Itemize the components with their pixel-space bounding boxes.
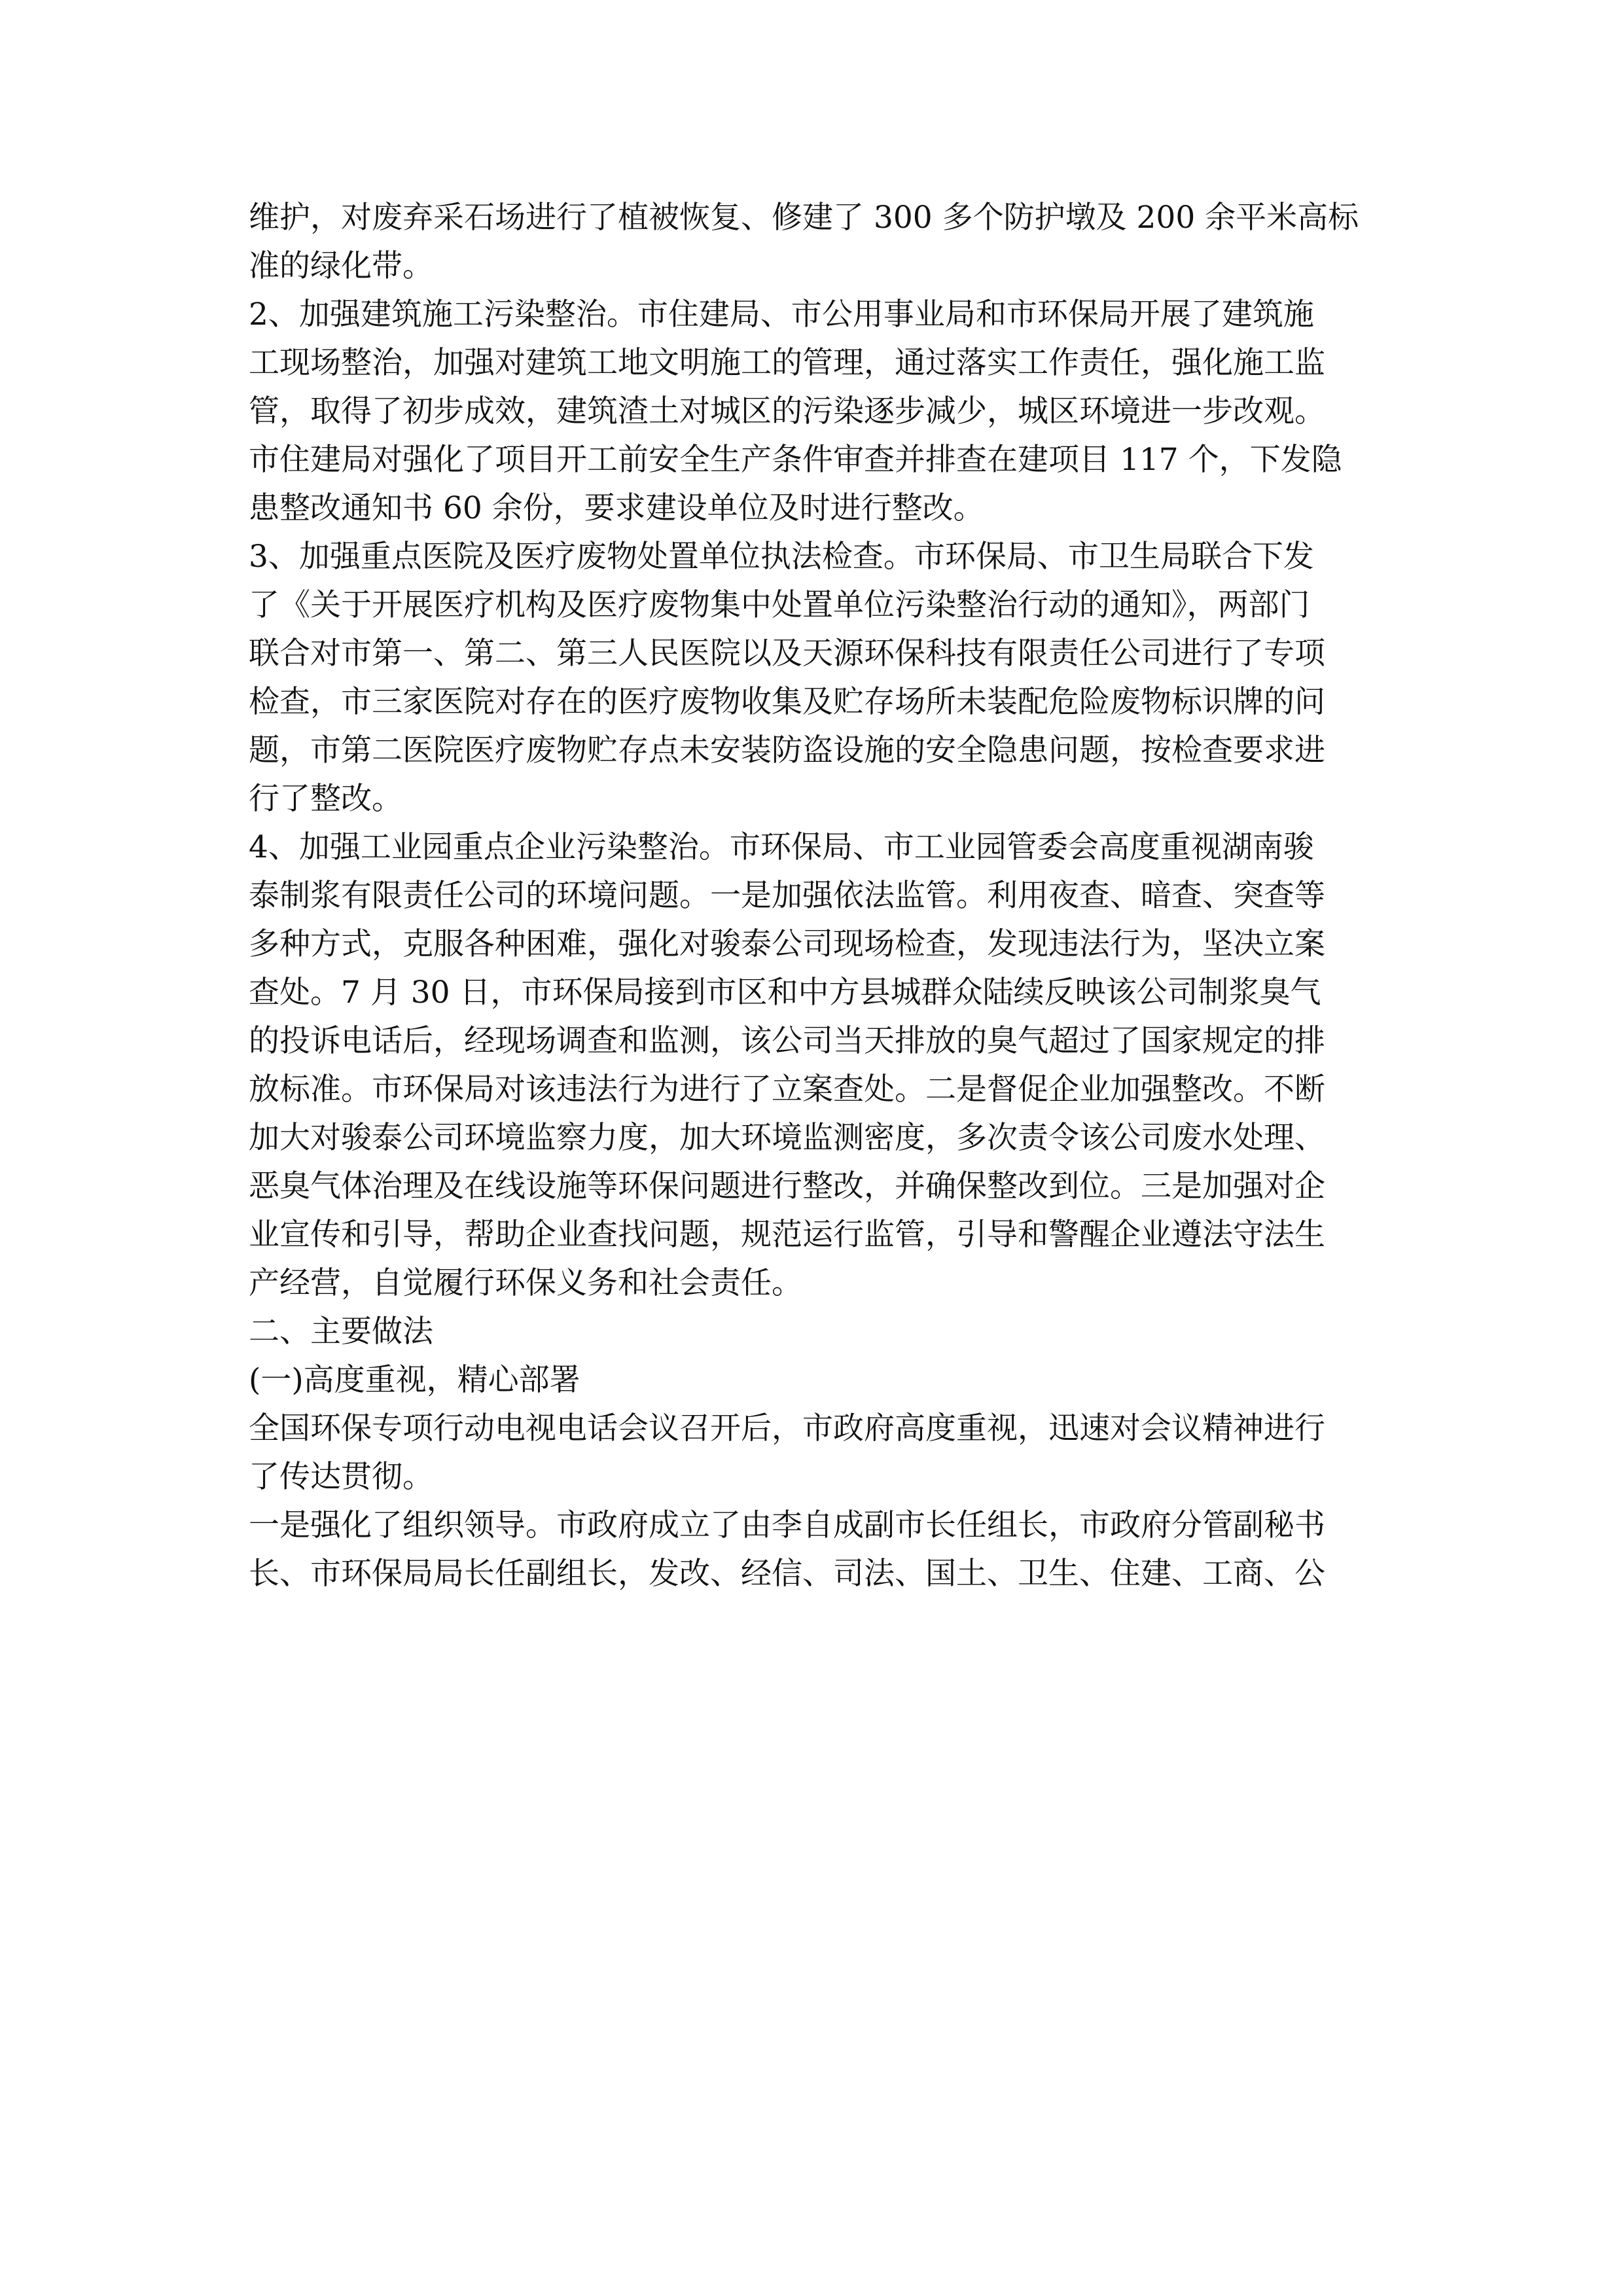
text-line: 4、加强工业园重点企业污染整治。市环保局、市工业园管委会高度重视湖南骏 xyxy=(249,829,1314,865)
text-line: 恶臭气体治理及在线设施等环保问题进行整改，并确保整改到位。三是加强对企 xyxy=(249,1168,1325,1204)
text-line: 管，取得了初步成效，建筑渣土对城区的污染逐步减少，城区环境进一步改观。 xyxy=(249,393,1325,429)
text-line: 放标准。市环保局对该违法行为进行了立案查处。二是督促企业加强整改。不断 xyxy=(249,1071,1325,1107)
text-line: 2、加强建筑施工污染整治。市住建局、市公用事业局和市环保局开展了建筑施 xyxy=(249,296,1314,332)
text-line: 行了整改。 xyxy=(249,781,402,817)
text-line: 加大对骏泰公司环境监察力度，加大环境监测密度，多次责令该公司废水处理、 xyxy=(249,1120,1325,1156)
text-line: 全国环保专项行动电视电话会议召开后，市政府高度重视，迅速对会议精神进行 xyxy=(249,1410,1325,1446)
text-line: 准的绿化带。 xyxy=(249,248,433,284)
text-line: 长、市环保局局长任副组长，发改、经信、司法、国土、卫生、住建、工商、公 xyxy=(249,1556,1325,1592)
text-line: 一是强化了组织领导。市政府成立了由李自成副市长任组长，市政府分管副秘书 xyxy=(249,1507,1325,1543)
document-body xyxy=(249,194,1400,1598)
text-line: 了《关于开展医疗机构及医疗废物集中处置单位污染整治行动的通知》，两部门 xyxy=(249,587,1310,623)
text-line: 泰制浆有限责任公司的环境问题。一是加强依法监管。利用夜查、暗查、突查等 xyxy=(249,878,1325,914)
text-line: 维护，对废弃采石场进行了植被恢复、修建了 300 多个防护墩及 200 余平米高标 xyxy=(249,200,1359,236)
text-line: 题，市第二医院医疗废物贮存点未安装防盗设施的安全隐患问题，按检查要求进 xyxy=(249,732,1325,768)
text-line: 工现场整治，加强对建筑工地文明施工的管理，通过落实工作责任，强化施工监 xyxy=(249,345,1325,381)
section-heading: 二、主要做法 xyxy=(249,1314,433,1350)
text-line: 的投诉电话后，经现场调查和监测，该公司当天排放的臭气超过了国家规定的排 xyxy=(249,1023,1325,1059)
subsection-heading: (一)高度重视，精心部署 xyxy=(249,1362,580,1398)
text-line: 多种方式，克服各种困难，强化对骏泰公司现场检查，发现违法行为，坚决立案 xyxy=(249,926,1325,962)
text-line: 联合对市第一、第二、第三人民医院以及天源环保科技有限责任公司进行了专项 xyxy=(249,636,1325,672)
text-line: 业宣传和引导，帮助企业查找问题，规范运行监管，引导和警醒企业遵法守法生 xyxy=(249,1217,1325,1253)
text-line: 检查，市三家医院对存在的医疗废物收集及贮存场所未装配危险废物标识牌的问 xyxy=(249,684,1325,720)
text-line: 3、加强重点医院及医疗废物处置单位执法检查。市环保局、市卫生局联合下发 xyxy=(249,539,1314,575)
text-line: 患整改通知书 60 余份，要求建设单位及时进行整改。 xyxy=(249,490,984,526)
text-line: 市住建局对强化了项目开工前安全生产条件审查并排查在建项目 117 个，下发隐 xyxy=(249,442,1342,478)
text-line: 查处。7 月 30 日，市环保局接到市区和中方县城群众陆续反映该公司制浆臭气 xyxy=(249,975,1321,1011)
text-line: 产经营，自觉履行环保义务和社会责任。 xyxy=(249,1265,802,1301)
text-line: 了传达贯彻。 xyxy=(249,1459,433,1495)
